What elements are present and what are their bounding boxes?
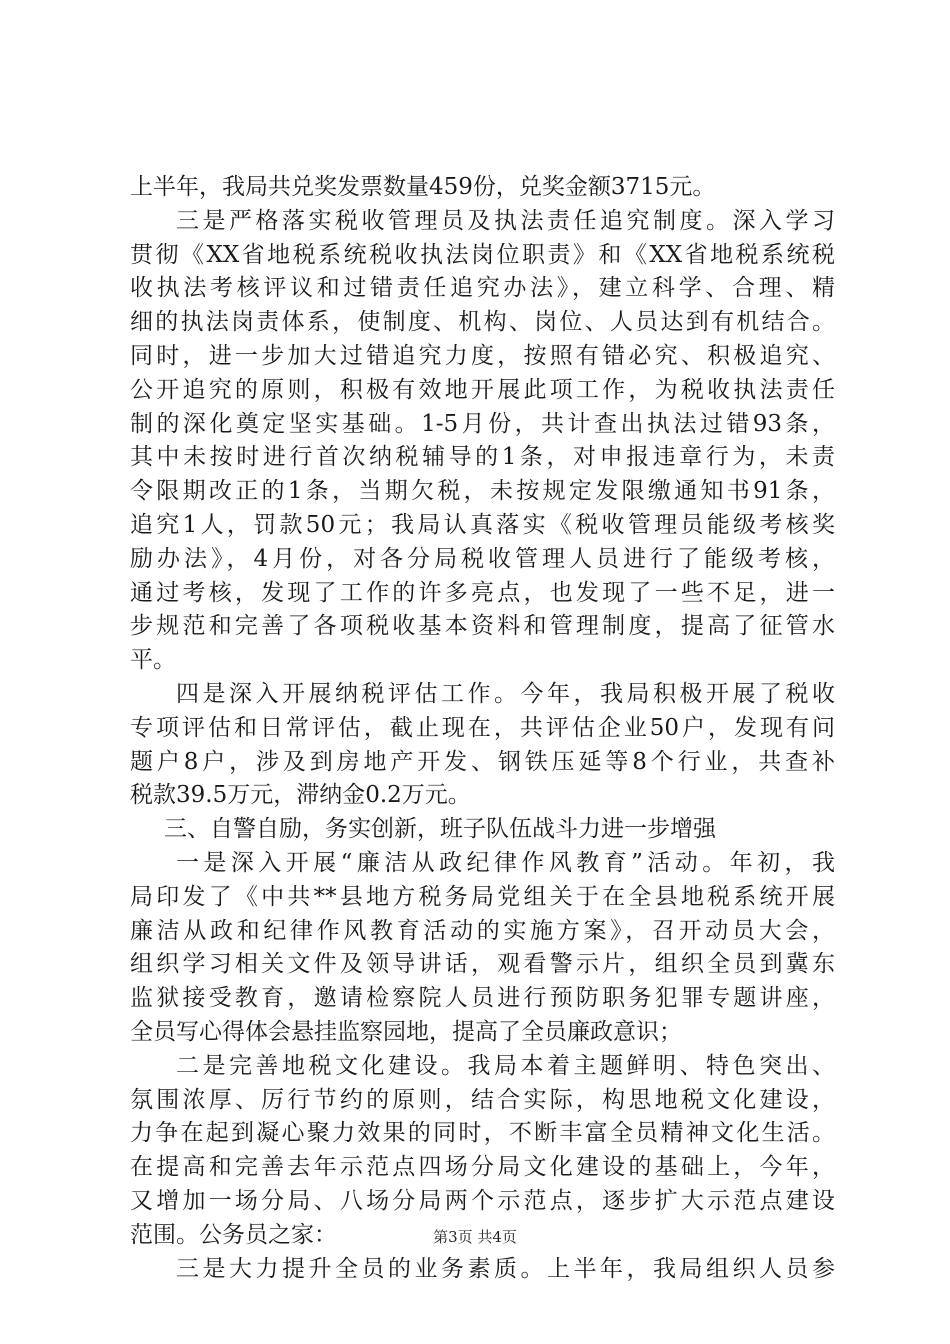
paragraph-line: 令限期改正的1条，当期欠税，未按规定发限缴通知书91条，	[130, 478, 835, 505]
paragraph-line: 励办法》，4月份，对各分局税收管理人员进行了能级考核，	[130, 545, 835, 572]
paragraph-line: 在提高和完善去年示范点四场分局文化建设的基础上，今年，	[130, 1154, 835, 1181]
paragraph-line: 一是深入开展“廉洁从政纪律作风教育”活动。年初，我	[176, 849, 835, 876]
paragraph-line: 其中未按时进行首次纳税辅导的1条，对申报违章行为，未责	[130, 444, 835, 471]
paragraph-line: 三是严格落实税收管理员及执法责任追究制度。深入学习	[176, 207, 835, 234]
paragraph-line: 上半年，我局共兑奖发票数量459份，兑奖金额3715元。	[130, 174, 716, 200]
paragraph-line: 专项评估和日常评估，截止现在，共评估企业50户，发现有问	[130, 714, 835, 741]
paragraph-line: 氛围浓厚、厉行节约的原则，结合实际，构思地税文化建设，	[130, 1086, 835, 1113]
paragraph-line: 廉洁从政和纪律作风教育活动的实施方案》，召开动员大会，	[130, 917, 835, 944]
paragraph-line: 监狱接受教育，邀请检察院人员进行预防职务犯罪专题讲座，	[130, 985, 835, 1012]
paragraph-line: 制的深化奠定坚实基础。1-5月份，共计查出执法过错93条，	[130, 410, 835, 437]
paragraph-line: 税款39.5万元，滞纳金0.2万元。	[130, 782, 471, 809]
paragraph-line: 四是深入开展纳税评估工作。今年，我局积极开展了税收	[176, 680, 835, 707]
paragraph-line: 追究1人，罚款50元；我局认真落实《税收管理员能级考核奖	[130, 511, 835, 538]
paragraph-line: 步规范和完善了各项税收基本资料和管理制度，提高了征管水	[130, 613, 835, 640]
paragraph-line: 公开追究的原则，积极有效地开展此项工作，为税收执法责任	[130, 376, 835, 403]
paragraph-line: 力争在起到凝心聚力效果的同时，不断丰富全员精神文化生活。	[130, 1120, 835, 1147]
page-number-footer: 第3页 共4页	[433, 1228, 517, 1246]
paragraph-line: 组织学习相关文件及领导讲话，观看警示片，组织全员到冀东	[130, 951, 835, 978]
paragraph-line: 题户8户，涉及到房地产开发、钢铁压延等8个行业，共查补	[130, 748, 835, 775]
paragraph-line: 范围。公务员之家：	[130, 1221, 337, 1248]
paragraph-line: 贯彻《XX省地税系统税收执法岗位职责》和《XX省地税系统税	[130, 241, 835, 268]
paragraph-line: 三是大力提升全员的业务素质。上半年，我局组织人员参	[176, 1255, 835, 1282]
paragraph-line: 局印发了《中共**县地方税务局党组关于在全县地税系统开展	[130, 883, 835, 910]
paragraph-line: 又增加一场分局、八场分局两个示范点，逐步扩大示范点建设	[130, 1187, 835, 1214]
paragraph-line: 细的执法岗责体系，使制度、机构、岗位、人员达到有机结合。	[130, 309, 835, 336]
paragraph-line: 收执法考核评议和过错责任追究办法》，建立科学、合理、精	[130, 275, 835, 302]
paragraph-line: 同时，进一步加大过错追究力度，按照有错必究、积极追究、	[130, 342, 835, 369]
document-body	[130, 171, 835, 1286]
paragraph-line: 平。	[130, 647, 176, 674]
section-heading: 三、自警自励，务实创新，班子队伍战斗力进一步增强	[164, 816, 716, 843]
paragraph-line: 二是完善地税文化建设。我局本着主题鲜明、特色突出、	[176, 1052, 835, 1079]
paragraph-line: 通过考核，发现了工作的许多亮点，也发现了一些不足，进一	[130, 579, 835, 606]
paragraph-line: 全员写心得体会悬挂监察园地，提高了全员廉政意识；	[130, 1018, 682, 1045]
